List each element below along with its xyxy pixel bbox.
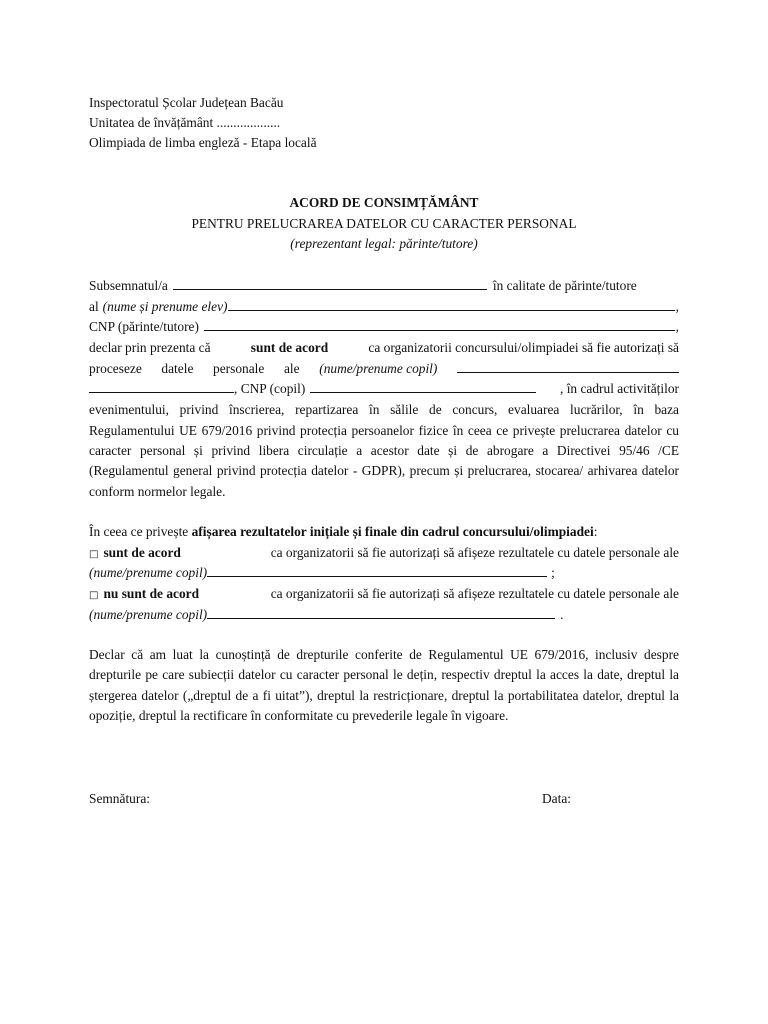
results-intro-a: În ceea ce privește [89, 524, 189, 539]
document-header [89, 93, 679, 153]
student-name-line [89, 297, 679, 318]
declare-line [89, 338, 679, 359]
datele-word: datele [161, 360, 194, 376]
disagree-text: ca organizatorii să fie autorizați să afișeze rezultatele cu datele personale ale [270, 586, 679, 602]
child-name-label: (nume/prenume copil) [319, 360, 438, 376]
guardian-cnp-line [89, 317, 679, 338]
guardian-cnp-label: CNP (părinte/tutore) [89, 319, 199, 335]
title-main: ACORD DE CONSIMȚĂMÂNT [289, 195, 479, 210]
school-unit-line: Unitatea de învățământ ................... [89, 115, 281, 130]
agree-child-label: (nume/prenume copil) [89, 565, 208, 581]
results-display-section [89, 522, 679, 625]
agree-text: ca organizatorii să fie autorizați să afișeze rezultatele cu datele personale ale [270, 544, 679, 560]
child-cnp-field[interactable] [310, 380, 536, 393]
al-label: al [89, 298, 99, 314]
guardian-name-field[interactable] [173, 277, 487, 290]
child-cnp-line [89, 379, 679, 400]
guardian-cnp-field[interactable] [204, 318, 675, 331]
disagree-child-label: (nume/prenume copil) [89, 606, 208, 622]
title-sub: PENTRU PRELUCRAREA DATELOR CU CARACTER PERSONAL [191, 215, 577, 231]
agree-label: sunt de acord [103, 544, 181, 560]
rights-paragraph: Declar că am luat la cunoștință de drepturile conferite de Regulamentul UE 679/2016, inclusiv despre drepturile pe care subiecții datelor cu caracter personal le dețin, respectiv dreptul la acces la date, dreptul la ștergerea datelor („dreptul de a fi uitat”), dreptul la restricționare, dreptul la portabilitatea datelor, dreptul la opoziție, dreptul la rectificare în conformitate cu prevederile legale în vigoare. [89, 647, 679, 724]
comma: , [675, 319, 679, 335]
comma: , [675, 298, 679, 314]
document-title [89, 193, 679, 255]
disagree-label: nu sunt de acord [103, 586, 200, 602]
disagree-child-line [89, 605, 679, 626]
subsemnatul-label: Subsemnatul/a [89, 278, 168, 293]
child-cnp-label: , CNP (copil) [234, 381, 306, 397]
consent-paragraph [89, 276, 679, 502]
signature-row [89, 789, 679, 809]
results-intro-b: : [593, 524, 598, 539]
agree-child-field[interactable] [207, 564, 547, 577]
signature-label: Semnătura: [89, 791, 150, 806]
agree-child-line [89, 563, 679, 584]
child-name-field[interactable] [457, 360, 679, 373]
date-label: Data: [542, 791, 571, 806]
results-intro [89, 522, 679, 543]
consent-rest-text: evenimentului, privind înscrierea, repartizarea în sălile de concurs, evaluarea lucrărilor, în baza Regulamentului UE 679/2016 privind protecția persoanelor fizice în ceea ce privește prelucrarea datelor cu caracter personal și privind libera circulație a acestor date și de abrogare a Directivei 95/46 /CE (Regulamentul general privind protecția datelor - GDPR), precum și prelucrarea, stocarea/ arhivarea datelor conform normelor legale. [89, 402, 679, 499]
disagree-checkbox[interactable]: □ [89, 590, 99, 602]
process-line [89, 359, 679, 380]
student-name-label: (nume și prenume elev) [102, 298, 228, 314]
option-agree-line [89, 543, 679, 564]
declar-text-a: declar prin prezenta că [89, 340, 211, 356]
results-intro-bold: afișarea rezultatelor inițiale și finale din cadrul concursului/olimpiadei [191, 524, 594, 539]
agree-end: ; [551, 565, 555, 581]
olympiad-name: Olimpiada de limba engleză - Etapa locală [89, 135, 317, 150]
calitate-label: în calitate de părinte/tutore [492, 278, 637, 293]
disagree-child-field[interactable] [207, 606, 555, 619]
option-disagree-line [89, 584, 679, 605]
personale-word: personale [213, 360, 265, 376]
guardian-name-line [89, 276, 679, 297]
disagree-end: . [560, 606, 564, 622]
cadrul-text: , în cadrul activităților [560, 381, 679, 397]
proceseze-word: proceseze [89, 360, 142, 376]
declar-text-b: ca organizatorii concursului/olimpiadei să fie autorizați să [368, 340, 679, 356]
title-note: (reprezentant legal: părinte/tutore) [290, 236, 478, 251]
ale-word: ale [283, 360, 300, 376]
child-name-field-cont[interactable] [89, 380, 234, 393]
declar-bold: sunt de acord [250, 340, 329, 356]
agree-checkbox[interactable]: □ [89, 548, 99, 560]
student-name-field[interactable] [228, 298, 674, 311]
inspectorate-name: Inspectoratul Școlar Județean Bacău [89, 95, 284, 110]
